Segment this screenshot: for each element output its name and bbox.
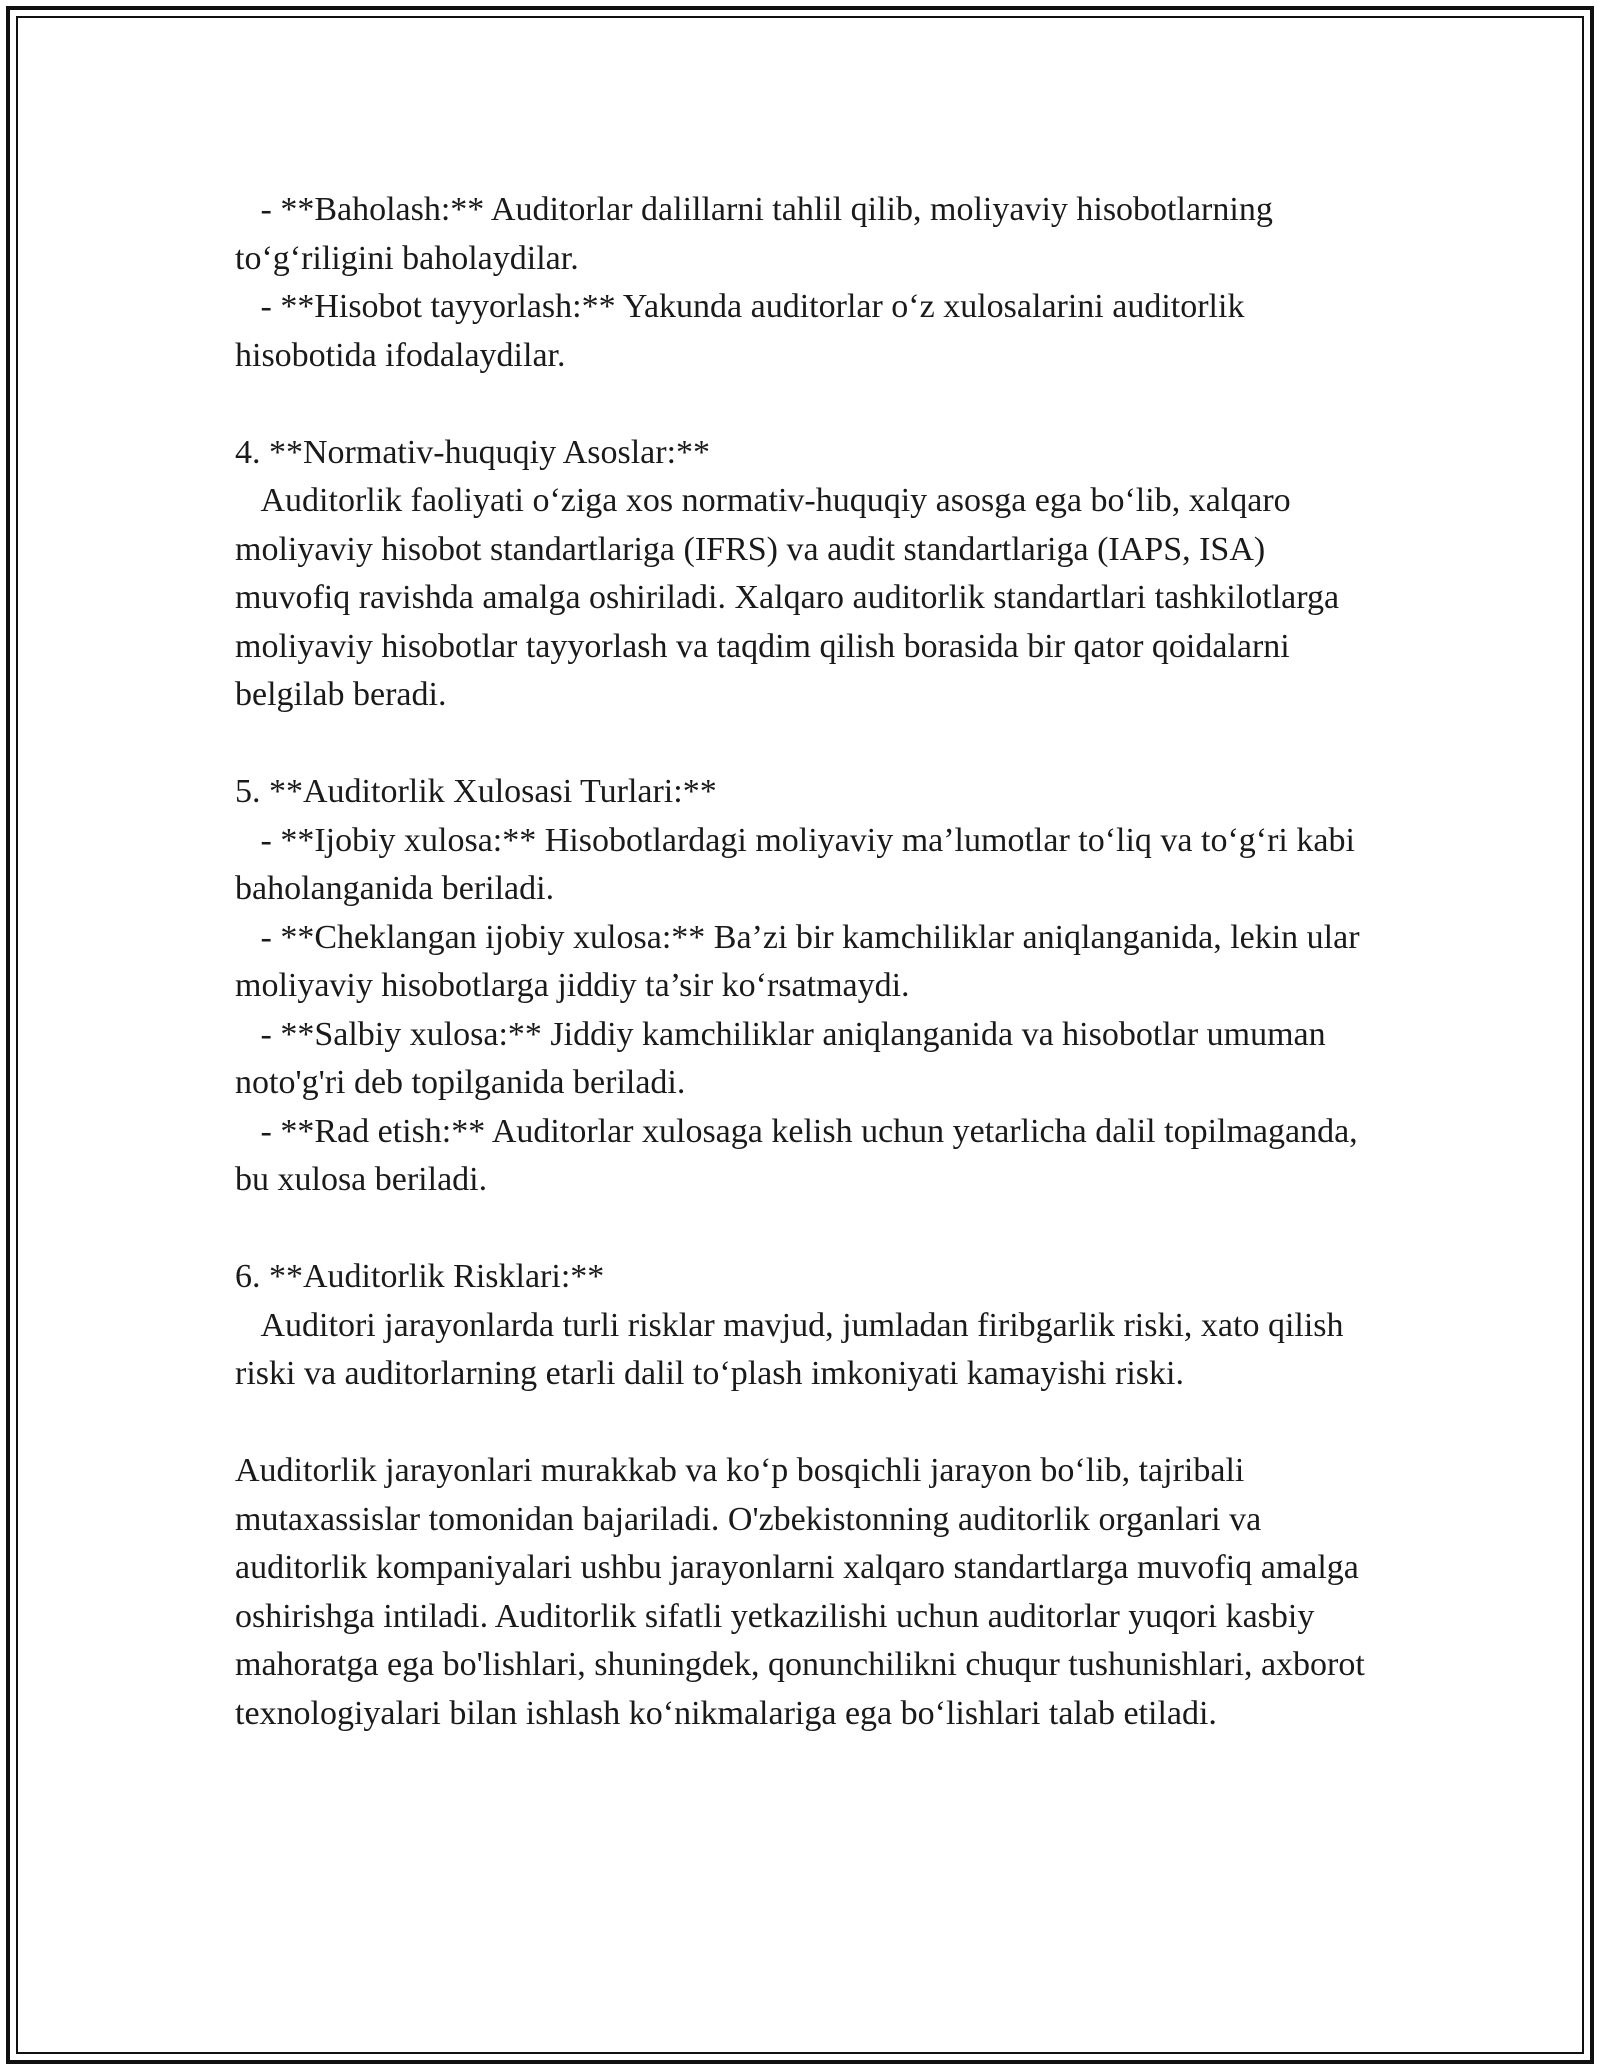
bullet-rad-etish: - **Rad etish:** Auditorlar xulosaga kelish uchun yetarlicha dalil topilmaganda, bu xulosa beriladi. (235, 1112, 1367, 1198)
closing-paragraph: Auditorlik jarayonlari murakkab va ko‘p bosqichli jarayon bo‘lib, tajribali mutaxassislar tomonidan bajariladi. O'zbekistonning auditorlik organlari va auditorlik kompaniyalari ushbu jarayonlarni xalqaro standartlarga muvofiq amalga oshirishga intiladi. Auditorlik sifatli yetkazilishi uchun auditorlar yuqori kasbiy mahoratga ega bo'lishlari, shuningdek, qonunchilikni chuqur tushunishlari, axborot texnologiyalari bilan ishlash ko‘nikmalariga ega bo‘lishlari talab etiladi. (235, 1452, 1374, 1732)
bullet-salbiy-xulosa: - **Salbiy xulosa:** Jiddiy kamchiliklar aniqlanganida va hisobotlar umuman noto'g'ri deb topilganida beriladi. (235, 1015, 1335, 1101)
paragraph-gap (235, 1399, 1375, 1448)
section-4-paragraph: Auditorlik faoliyati o‘ziga xos normativ-huquqiy asosga ega bo‘lib, xalqaro moliyaviy hisobot standartlariga (IFRS) va audit standartlariga (IAPS, ISA) muvofiq ravishda amalga oshiriladi. Xalqaro auditorlik standartlari tashkilotlarga moliyaviy hisobotlar tayyorlash va taqdim qilish borasida bir qator qoidalarni belgilab beradi. (235, 482, 1348, 713)
document-body (235, 186, 1375, 1738)
bullet-hisobot-tayyorlash: - **Hisobot tayyorlash:** Yakunda auditorlar o‘z xulosalarini auditorlik hisobotida ifodalaydilar. (235, 288, 1253, 374)
section-heading-6: 6. **Auditorlik Risklari:** (235, 1258, 605, 1295)
bullet-baholash: - **Baholash:** Auditorlar dalillarni tahlil qilib, moliyaviy hisobotlarning to‘g‘riligini baholaydilar. (235, 191, 1282, 277)
paragraph-gap (235, 720, 1375, 769)
bullet-cheklangan-ijobiy-xulosa: - **Cheklangan ijobiy xulosa:** Ba’zi bir kamchiliklar aniqlanganida, lekin ular moliyaviy hisobotlarga jiddiy ta’sir ko‘rsatmaydi. (235, 918, 1369, 1004)
paragraph-gap (235, 1205, 1375, 1254)
paragraph-gap (235, 380, 1375, 429)
section-6-paragraph: Auditori jarayonlarda turli risklar mavjud, jumladan firibgarlik riski, xato qilish riski va auditorlarning etarli dalil to‘plash imkoniyati kamayishi riski. (235, 1306, 1353, 1392)
bullet-ijobiy-xulosa: - **Ijobiy xulosa:** Hisobotlardagi moliyaviy ma’lumotlar to‘liq va to‘g‘ri kabi baholanganida beriladi. (235, 821, 1364, 907)
section-heading-4: 4. **Normativ-huquqiy Asoslar:** (235, 433, 711, 471)
section-heading-5: 5. **Auditorlik Xulosasi Turlari:** (235, 773, 717, 810)
